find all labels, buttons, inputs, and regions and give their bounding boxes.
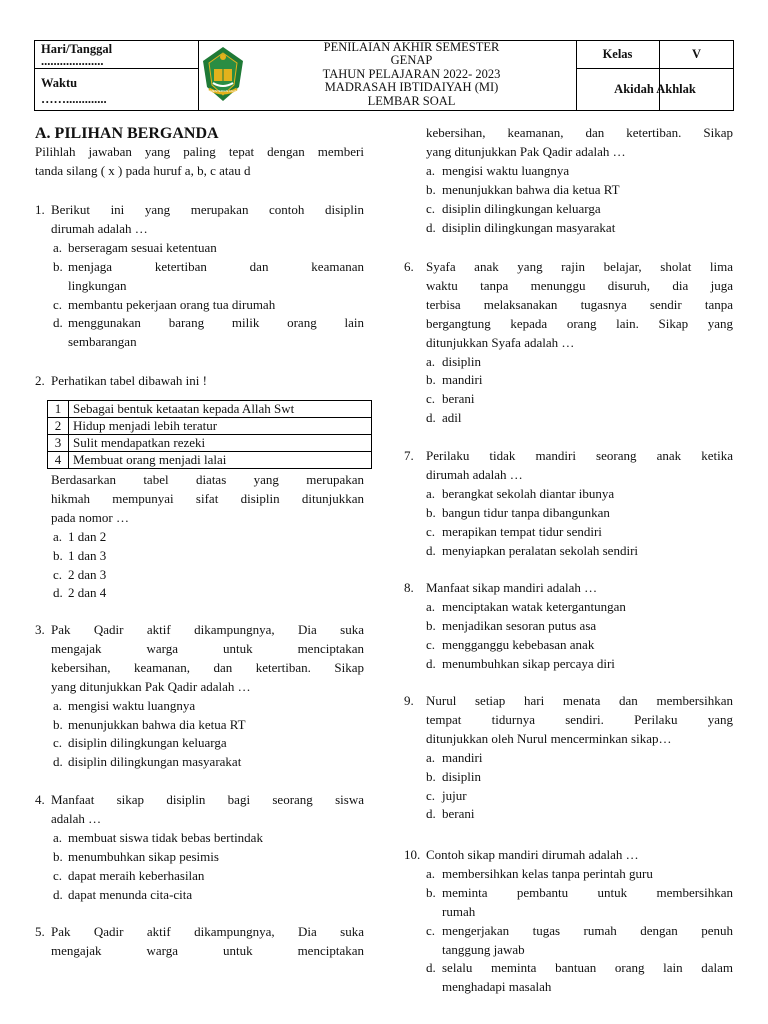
option-letter: b. [426, 372, 436, 388]
option-letter: a. [426, 865, 436, 881]
question-text: mengajak warga untuk menciptakan [51, 942, 364, 958]
question-text: yang ditunjukkan Pak Qadir adalah … [426, 143, 626, 159]
hikmah-table [47, 400, 372, 469]
option-text: selalu meminta bantuan orang lain dalam [442, 960, 733, 976]
question-text: Contoh sikap mandiri dirumah adalah … [426, 847, 639, 862]
question-text: Nurul setiap hari menata dan membersihkan [426, 693, 733, 708]
table-row: 3 Sulit mendapatkan rezeki [48, 435, 372, 452]
subject-label: Akidah Akhlak [614, 82, 696, 96]
option-text: membuat siswa tidak bebas bertindak [68, 829, 263, 845]
option-letter: d. [53, 754, 63, 770]
option-letter: c. [53, 296, 63, 312]
question-text: terbisa melaksanakan tugasnya sendir tanpa [426, 296, 733, 312]
option-letter: a. [53, 239, 63, 255]
question-text: ditunjukkan oleh Nurul mencerminkan sikap… [426, 730, 672, 746]
option-letter: a. [53, 528, 63, 544]
header-table [34, 40, 734, 111]
question-text: mengajak warga untuk menciptakan [51, 640, 364, 656]
option-text: menjaga ketertiban dan keamanan [68, 258, 364, 274]
exam-title [247, 41, 576, 110]
question-number: 10. [404, 847, 421, 862]
option-text: dapat meraih keberhasilan [68, 867, 205, 883]
question-number: 1. [35, 202, 45, 217]
question-number: 8. [404, 580, 414, 595]
question-text: Syafa anak yang rajin belajar, sholat lima [426, 259, 733, 274]
question-text: waktu tanpa menunggu disuruh, dia juga [426, 277, 733, 293]
option-letter: a. [426, 598, 436, 614]
option-letter: c. [53, 735, 63, 751]
question-number: 7. [404, 448, 414, 463]
question-number: 3. [35, 622, 45, 637]
title-line-2: GENAP [390, 53, 433, 67]
option-letter: c. [426, 391, 436, 407]
option-letter: d. [426, 806, 436, 822]
option-text: berseragam sesuai ketentuan [68, 239, 217, 255]
option-letter: b. [426, 617, 436, 633]
option-letter: c. [426, 922, 436, 938]
question-text: Pak Qadir aktif dikampungnya, Dia suka [51, 622, 364, 637]
option-letter: b. [53, 547, 63, 563]
option-letter: c. [426, 523, 436, 539]
title-line-3: TAHUN PELAJARAN 2022- 2023 [322, 67, 501, 81]
option-letter: d. [53, 315, 63, 331]
option-text: merapikan tempat tidur sendiri [442, 523, 602, 539]
option-letter: a. [426, 353, 436, 369]
question-text: hikmah mempunyai sifat disiplin ditunjukkan [51, 490, 364, 506]
option-letter: b. [53, 258, 63, 274]
question-text: kebersihan, keamanan, dan ketertiban. Sikap [51, 659, 364, 675]
option-text: berani [442, 391, 475, 407]
option-text: disiplin dilingkungan masyarakat [68, 754, 242, 770]
question-text: Berdasarkan tabel diatas yang merupakan [51, 472, 364, 487]
option-letter: d. [426, 410, 436, 426]
option-text: sembarangan [68, 334, 137, 350]
option-text: adil [442, 410, 462, 426]
option-text: lingkungan [68, 277, 127, 293]
option-text: mengisi waktu luangnya [68, 697, 196, 713]
option-letter: a. [426, 162, 436, 178]
option-letter: c. [426, 200, 436, 216]
option-text: membersihkan kelas tanpa perintah guru [442, 865, 653, 881]
option-text: menumbuhkan sikap pesimis [68, 848, 219, 864]
question-text: pada nomor … [51, 509, 129, 525]
option-text: membantu pekerjaan orang tua dirumah [68, 296, 276, 312]
option-text: menggunakan barang milik orang lain [68, 315, 364, 331]
option-text: mandiri [442, 372, 483, 388]
question-text: Perilaku tidak mandiri seorang anak ketika [426, 448, 733, 463]
option-letter: d. [53, 585, 63, 601]
question-text: Perhatikan tabel dibawah ini ! [51, 373, 207, 388]
question-text: bergangtung kepada orang lain. Sikap yang [426, 315, 733, 331]
question-text: dirumah adalah … [426, 466, 523, 482]
question-text: Manfaat sikap disiplin bagi seorang siswa [51, 792, 364, 807]
table-row: 2 Hidup menjadi lebih teratur [48, 418, 372, 435]
waktu-dots: ……............. [41, 92, 107, 106]
option-text: menyiapkan peralatan sekolah sendiri [442, 542, 639, 558]
question-text: yang ditunjukkan Pak Qadir adalah … [51, 678, 251, 694]
option-letter: d. [426, 960, 436, 976]
option-text: mengerjakan tugas rumah dengan penuh [442, 922, 733, 938]
option-text: disiplin dilingkungan keluarga [68, 735, 227, 751]
kelas-value: V [691, 47, 702, 61]
option-letter: b. [53, 848, 63, 864]
option-text: disiplin dilingkungan masyarakat [442, 219, 616, 235]
option-letter: a. [53, 829, 63, 845]
option-letter: d. [426, 655, 436, 671]
option-letter: a. [426, 485, 436, 501]
option-letter: a. [53, 697, 63, 713]
question-number: 5. [35, 924, 45, 939]
question-text: Pak Qadir aktif dikampungnya, Dia suka [51, 924, 364, 939]
option-letter: b. [426, 181, 436, 197]
instruction-line-1: Pilihlah jawaban yang paling tepat dengan memberi [35, 144, 364, 159]
kemenag-logo: KEMENTERIAN AGAMA [199, 45, 247, 107]
question-number: 6. [404, 259, 414, 274]
option-text: mandiri [442, 749, 483, 765]
option-text: jujur [442, 787, 467, 803]
option-letter: d. [426, 542, 436, 558]
question-text: kebersihan, keamanan, dan ketertiban. Sikap [426, 125, 733, 140]
option-text: menumbuhkan sikap percaya diri [442, 655, 615, 671]
option-text: berani [442, 806, 475, 822]
question-text: dirumah adalah … [51, 220, 148, 236]
option-text: berangkat sekolah diantar ibunya [442, 485, 615, 501]
option-letter: c. [53, 867, 63, 883]
title-line-5: LEMBAR SOAL [367, 94, 456, 108]
hari-label: Hari/Tanggal [41, 42, 113, 56]
option-text: disiplin [442, 768, 482, 784]
option-letter: c. [53, 566, 63, 582]
question-text: adalah … [51, 810, 102, 826]
question-number: 4. [35, 792, 45, 807]
option-letter: c. [426, 636, 436, 652]
option-text: tanggung jawab [442, 941, 525, 957]
option-text: dapat menunda cita-cita [68, 886, 193, 902]
title-line-1: PENILAIAN AKHIR SEMESTER [323, 40, 500, 54]
option-text: mengisi waktu luangnya [442, 162, 570, 178]
option-letter: b. [53, 716, 63, 732]
instruction-line-2: tanda silang ( x ) pada huruf a, b, c atau d [35, 163, 251, 178]
option-text: bangun tidur tanpa dibangunkan [442, 504, 610, 520]
title-line-4: MADRASAH IBTIDAIYAH (MI) [324, 80, 499, 94]
option-text: 2 dan 4 [68, 585, 107, 601]
question-text: ditunjukkan Syafa adalah … [426, 334, 575, 350]
option-letter: b. [426, 884, 436, 900]
option-text: 1 dan 2 [68, 528, 107, 544]
option-text: mengganggu kebebasan anak [442, 636, 595, 652]
option-text: menciptakan watak ketergantungan [442, 598, 626, 614]
option-text: meminta pembantu untuk membersihkan [442, 884, 733, 900]
option-text: 1 dan 3 [68, 547, 107, 563]
option-text: disiplin [442, 353, 482, 369]
option-text: menghadapi masalah [442, 979, 552, 995]
option-text: rumah [442, 903, 476, 919]
table-row: 4 Membuat orang menjadi lalai [48, 452, 372, 469]
question-text: tempat tidurnya sendiri. Perilaku yang [426, 711, 733, 727]
question-text: Manfaat sikap mandiri adalah … [426, 580, 598, 595]
option-text: disiplin dilingkungan keluarga [442, 200, 601, 216]
waktu-label: Waktu [41, 76, 78, 90]
option-text: menjadikan sesoran putus asa [442, 617, 597, 633]
option-letter: b. [426, 768, 436, 784]
option-letter: d. [426, 219, 436, 235]
option-letter: b. [426, 504, 436, 520]
hari-dots: .................... [41, 54, 104, 68]
question-number: 9. [404, 693, 414, 708]
option-text: menunjukkan bahwa dia ketua RT [442, 181, 620, 197]
kelas-label: Kelas [602, 47, 633, 61]
option-text: 2 dan 3 [68, 566, 107, 582]
option-text: menunjukkan bahwa dia ketua RT [68, 716, 246, 732]
question-number: 2. [35, 373, 45, 388]
question-text: Berikut ini yang merupakan contoh disiplin [51, 202, 364, 217]
option-letter: c. [426, 787, 436, 803]
section-title: A. PILIHAN BERGANDA [35, 125, 219, 142]
option-letter: a. [426, 749, 436, 765]
table-row: 1 Sebagai bentuk ketaatan kepada Allah Swt [48, 401, 372, 418]
option-letter: d. [53, 886, 63, 902]
